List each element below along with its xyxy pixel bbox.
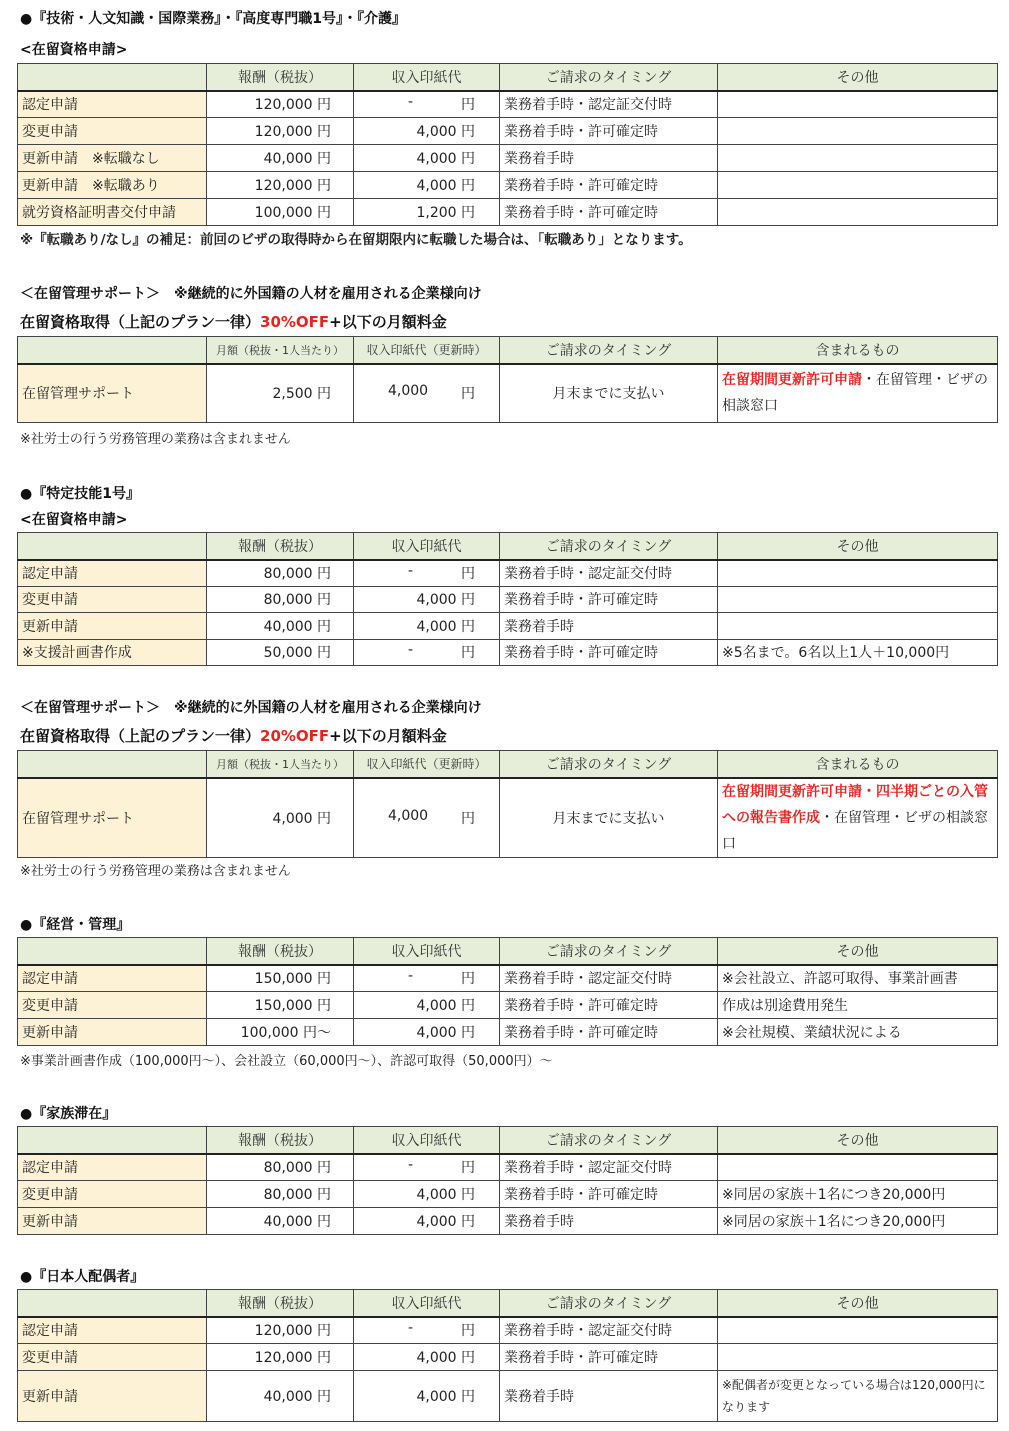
row-name: 更新申請 ※転職なし — [18, 145, 207, 172]
support-discount-suffix: +以下の月額料金 — [329, 313, 447, 331]
row-fee: 120,000 円 — [207, 172, 354, 199]
row-name: 在留管理サポート — [18, 364, 207, 423]
row-other — [718, 145, 998, 172]
row-timing: 業務着手時・許可確定時 — [500, 992, 718, 1019]
header-cell: ご請求のタイミング — [500, 64, 718, 91]
stamp-yen: 円 — [461, 971, 475, 988]
row-other — [718, 1344, 998, 1371]
table-header-row — [18, 1290, 998, 1317]
row-name: 変更申請 — [18, 1344, 207, 1371]
stamp-value: - — [408, 1320, 414, 1337]
row-other: 作成は別途費用発生 — [718, 992, 998, 1019]
row-name: 認定申請 — [18, 91, 207, 118]
row-fee: 120,000 円 — [207, 1344, 354, 1371]
table-row — [18, 172, 998, 199]
stamp-yen: 円 — [461, 97, 475, 114]
header-cell: その他 — [718, 938, 998, 965]
row-fee: 120,000 円 — [207, 118, 354, 145]
row-name: 変更申請 — [18, 992, 207, 1019]
fee-table-tokutei — [17, 532, 998, 666]
stamp-value: - — [408, 642, 414, 659]
table-row — [18, 199, 998, 226]
row-stamp — [354, 778, 500, 858]
row-fee: 40,000 円 — [207, 1208, 354, 1235]
row-timing: 業務着手時 — [500, 613, 718, 640]
row-timing: 業務着手時・認定証交付時 — [500, 1154, 718, 1181]
included-highlight: 在留期間更新許可申請 — [722, 372, 862, 389]
table-row — [18, 586, 998, 613]
header-cell: ご請求のタイミング — [500, 533, 718, 560]
table-row — [18, 778, 998, 858]
row-stamp: 4,000 円 — [354, 118, 500, 145]
row-timing: 業務着手時・許可確定時 — [500, 199, 718, 226]
table-row — [18, 1208, 998, 1235]
header-cell — [18, 533, 207, 560]
row-timing: 業務着手時・許可確定時 — [500, 172, 718, 199]
row-other — [718, 560, 998, 587]
row-other: ※会社規模、業績状況による — [718, 1019, 998, 1046]
stamp-value: 4,000 — [388, 807, 429, 824]
row-stamp: 4,000 円 — [354, 1344, 500, 1371]
table-row — [18, 560, 998, 587]
table-body — [18, 560, 998, 666]
row-other — [718, 172, 998, 199]
header-cell: 含まれるもの — [718, 751, 998, 778]
included-rest: ・在留管理・ビザの相談窓口 — [722, 372, 988, 415]
row-stamp: 4,000 円 — [354, 145, 500, 172]
stamp-yen: 円 — [461, 645, 475, 662]
row-name: 更新申請 — [18, 1208, 207, 1235]
header-cell: 収入印紙代（更新時） — [354, 751, 500, 778]
section-title-gijinkoku: ●『技術・人文知識・国際業務』・『高度専門職1号』・『介護』 — [20, 11, 406, 27]
row-name: 就労資格証明書交付申請 — [18, 199, 207, 226]
fee-table-kazoku — [17, 1126, 998, 1235]
included-rest: ・在留管理・ビザの相談窓口 — [722, 809, 988, 852]
header-cell: 月額（税抜・1人当たり） — [207, 751, 354, 778]
row-timing: 業務着手時・許可確定時 — [500, 586, 718, 613]
fee-table-gijinkoku — [17, 63, 998, 226]
header-cell: その他 — [718, 1290, 998, 1317]
header-cell — [18, 64, 207, 91]
header-cell: ご請求のタイミング — [500, 1290, 718, 1317]
table-body — [18, 965, 998, 1046]
row-name: 変更申請 — [18, 118, 207, 145]
row-timing: 業務着手時・許可確定時 — [500, 1181, 718, 1208]
row-fee: 120,000 円 — [207, 91, 354, 118]
row-other — [718, 91, 998, 118]
header-cell: ご請求のタイミング — [500, 1127, 718, 1154]
stamp-value: - — [408, 94, 414, 111]
row-fee: 120,000 円 — [207, 1317, 354, 1344]
row-stamp: 4,000 円 — [354, 1019, 500, 1046]
section-subtitle: <在留資格申請> — [20, 42, 128, 58]
support-note: ※社労士の行う労務管理の業務は含まれません — [20, 432, 291, 447]
table-row — [18, 613, 998, 640]
support-discount-suffix: +以下の月額料金 — [329, 727, 447, 745]
table-row — [18, 1317, 998, 1344]
support-discount-text: 在留資格取得（上記のプラン一律） — [20, 727, 261, 745]
stamp-yen: 円 — [461, 566, 475, 582]
support-discount-text: 在留資格取得（上記のプラン一律） — [20, 313, 261, 331]
row-timing: 業務着手時・許可確定時 — [500, 118, 718, 145]
header-cell: 収入印紙代（更新時） — [354, 337, 500, 364]
row-stamp — [354, 639, 500, 666]
row-stamp: 1,200 円 — [354, 199, 500, 226]
row-other: ※5名まで。6名以上1人＋10,000円 — [718, 639, 998, 666]
row-fee: 100,000 円～ — [207, 1019, 354, 1046]
section-title-keiei: ●『経営・管理』 — [20, 917, 131, 933]
row-fee: 80,000 円 — [207, 560, 354, 587]
table-body — [18, 91, 998, 226]
row-name: 変更申請 — [18, 586, 207, 613]
row-stamp — [354, 91, 500, 118]
row-other: ※会社設立、許認可取得、事業計画書 — [718, 965, 998, 992]
row-stamp: 4,000 円 — [354, 1181, 500, 1208]
row-fee: 80,000 円 — [207, 586, 354, 613]
row-name: 認定申請 — [18, 560, 207, 587]
row-included — [718, 364, 998, 423]
row-other — [718, 118, 998, 145]
row-stamp: 4,000 円 — [354, 992, 500, 1019]
row-fee: 100,000 円 — [207, 199, 354, 226]
table-row — [18, 639, 998, 666]
table-header-row — [18, 938, 998, 965]
row-name: 更新申請 — [18, 613, 207, 640]
stamp-value: - — [408, 968, 414, 985]
row-timing: 業務着手時・許可確定時 — [500, 639, 718, 666]
row-timing: 業務着手時・認定証交付時 — [500, 91, 718, 118]
row-timing: 業務着手時・認定証交付時 — [500, 560, 718, 587]
stamp-yen: 円 — [461, 810, 475, 827]
row-fee: 80,000 円 — [207, 1181, 354, 1208]
section-title-kazoku: ●『家族滞在』 — [20, 1106, 117, 1122]
header-cell: ご請求のタイミング — [500, 751, 718, 778]
header-cell: その他 — [718, 64, 998, 91]
row-fee: 40,000 円 — [207, 613, 354, 640]
row-timing: 業務着手時・許可確定時 — [500, 1019, 718, 1046]
row-name: 更新申請 ※転職あり — [18, 172, 207, 199]
table-row — [18, 1344, 998, 1371]
stamp-value: - — [408, 563, 414, 579]
table-note: ※事業計画書作成（100,000円～）、会社設立（60,000円～）、許認可取得（50,000円）～ — [20, 1054, 553, 1069]
stamp-yen: 円 — [461, 386, 475, 403]
support-discount-rate: 30%OFF — [260, 313, 330, 331]
header-cell: 報酬（税抜） — [207, 938, 354, 965]
header-cell: 収入印紙代 — [354, 1290, 500, 1317]
row-name: 更新申請 — [18, 1371, 207, 1422]
support-discount-line — [20, 311, 447, 332]
table-body — [18, 1317, 998, 1422]
row-stamp: 4,000 円 — [354, 613, 500, 640]
header-cell: 月額（税抜・1人当たり） — [207, 337, 354, 364]
header-cell: 報酬（税抜） — [207, 64, 354, 91]
row-name: 認定申請 — [18, 1317, 207, 1344]
row-stamp — [354, 965, 500, 992]
header-cell: 報酬（税抜） — [207, 1290, 354, 1317]
header-cell: 収入印紙代 — [354, 938, 500, 965]
header-cell: 報酬（税抜） — [207, 533, 354, 560]
included-highlight: 在留期間更新許可申請・四半期ごとの入管への報告書作成 — [722, 783, 988, 826]
header-cell: その他 — [718, 533, 998, 560]
header-cell — [18, 751, 207, 778]
header-cell — [18, 337, 207, 364]
table-row — [18, 1371, 998, 1422]
header-cell: その他 — [718, 1127, 998, 1154]
row-fee: 40,000 円 — [207, 145, 354, 172]
table-row — [18, 118, 998, 145]
stamp-value: 4,000 — [388, 383, 429, 400]
table-row — [18, 992, 998, 1019]
table-row — [18, 91, 998, 118]
row-timing: 業務着手時・認定証交付時 — [500, 1317, 718, 1344]
header-cell: ご請求のタイミング — [500, 337, 718, 364]
table-note: ※『転職あり/なし』の補足：前回のビザの取得時から在留期限内に転職した場合は、「転職あり」となります。 — [20, 232, 692, 248]
row-fee: 50,000 円 — [207, 639, 354, 666]
header-cell — [18, 1127, 207, 1154]
header-cell: 収入印紙代 — [354, 533, 500, 560]
row-other — [718, 586, 998, 613]
row-fee: 150,000 円 — [207, 992, 354, 1019]
row-fee: 150,000 円 — [207, 965, 354, 992]
table-row — [18, 1019, 998, 1046]
support-note: ※社労士の行う労務管理の業務は含まれません — [20, 864, 291, 879]
row-other: ※配偶者が変更となっている場合は120,000円になります — [718, 1371, 998, 1422]
header-cell — [18, 1290, 207, 1317]
table-header-row — [18, 64, 998, 91]
header-cell: 報酬（税抜） — [207, 1127, 354, 1154]
section-subtitle: <在留資格申請> — [20, 512, 128, 528]
support-table-1 — [17, 336, 998, 423]
table-row — [18, 364, 998, 423]
table-row — [18, 145, 998, 172]
row-stamp — [354, 1317, 500, 1344]
support-discount-line — [20, 725, 447, 746]
row-name: 在留管理サポート — [18, 778, 207, 858]
support-heading: ＜在留管理サポート＞ ※継続的に外国籍の人材を雇用される企業様向け — [20, 700, 482, 716]
row-fee: 80,000 円 — [207, 1154, 354, 1181]
section-title-tokutei: ●『特定技能1号』 — [20, 486, 140, 502]
row-timing: 月末までに支払い — [500, 364, 718, 423]
row-name: 認定申請 — [18, 965, 207, 992]
row-timing: 月末までに支払い — [500, 778, 718, 858]
row-stamp — [354, 560, 500, 587]
fee-table-haigusha — [17, 1289, 998, 1422]
table-body — [18, 1154, 998, 1235]
row-other — [718, 1154, 998, 1181]
row-other — [718, 199, 998, 226]
row-stamp — [354, 364, 500, 423]
row-timing: 業務着手時・許可確定時 — [500, 1344, 718, 1371]
header-cell: 収入印紙代 — [354, 64, 500, 91]
row-name: 認定申請 — [18, 1154, 207, 1181]
row-name: 更新申請 — [18, 1019, 207, 1046]
row-stamp: 4,000 円 — [354, 586, 500, 613]
table-header-row — [18, 533, 998, 560]
row-name: 変更申請 — [18, 1181, 207, 1208]
row-timing: 業務着手時 — [500, 1208, 718, 1235]
row-stamp: 4,000 円 — [354, 172, 500, 199]
row-other: ※同居の家族＋1名につき20,000円 — [718, 1208, 998, 1235]
row-timing: 業務着手時 — [500, 1371, 718, 1422]
row-timing: 業務着手時・認定証交付時 — [500, 965, 718, 992]
support-heading: ＜在留管理サポート＞ ※継続的に外国籍の人材を雇用される企業様向け — [20, 286, 482, 302]
header-cell: 含まれるもの — [718, 337, 998, 364]
section-title-haigusha: ●『日本人配偶者』 — [20, 1269, 145, 1285]
header-cell: 収入印紙代 — [354, 1127, 500, 1154]
stamp-yen: 円 — [461, 1160, 475, 1177]
stamp-yen: 円 — [461, 1323, 475, 1340]
support-table-2 — [17, 750, 998, 858]
row-timing: 業務着手時 — [500, 145, 718, 172]
table-header-row — [18, 1127, 998, 1154]
row-other: ※同居の家族＋1名につき20,000円 — [718, 1181, 998, 1208]
header-cell — [18, 938, 207, 965]
table-row — [18, 1181, 998, 1208]
row-fee: 4,000 円 — [207, 778, 354, 858]
support-discount-rate: 20%OFF — [260, 727, 330, 745]
fee-table-keiei — [17, 937, 998, 1046]
table-header-row — [18, 337, 998, 364]
header-cell: ご請求のタイミング — [500, 938, 718, 965]
table-header-row — [18, 751, 998, 778]
row-other — [718, 1317, 998, 1344]
row-stamp — [354, 1154, 500, 1181]
row-stamp: 4,000 円 — [354, 1371, 500, 1422]
table-row — [18, 965, 998, 992]
row-name: ※支援計画書作成 — [18, 639, 207, 666]
row-other — [718, 613, 998, 640]
row-included — [718, 778, 998, 858]
table-row — [18, 1154, 998, 1181]
row-fee: 40,000 円 — [207, 1371, 354, 1422]
row-stamp: 4,000 円 — [354, 1208, 500, 1235]
row-fee: 2,500 円 — [207, 364, 354, 423]
stamp-value: - — [408, 1157, 414, 1174]
